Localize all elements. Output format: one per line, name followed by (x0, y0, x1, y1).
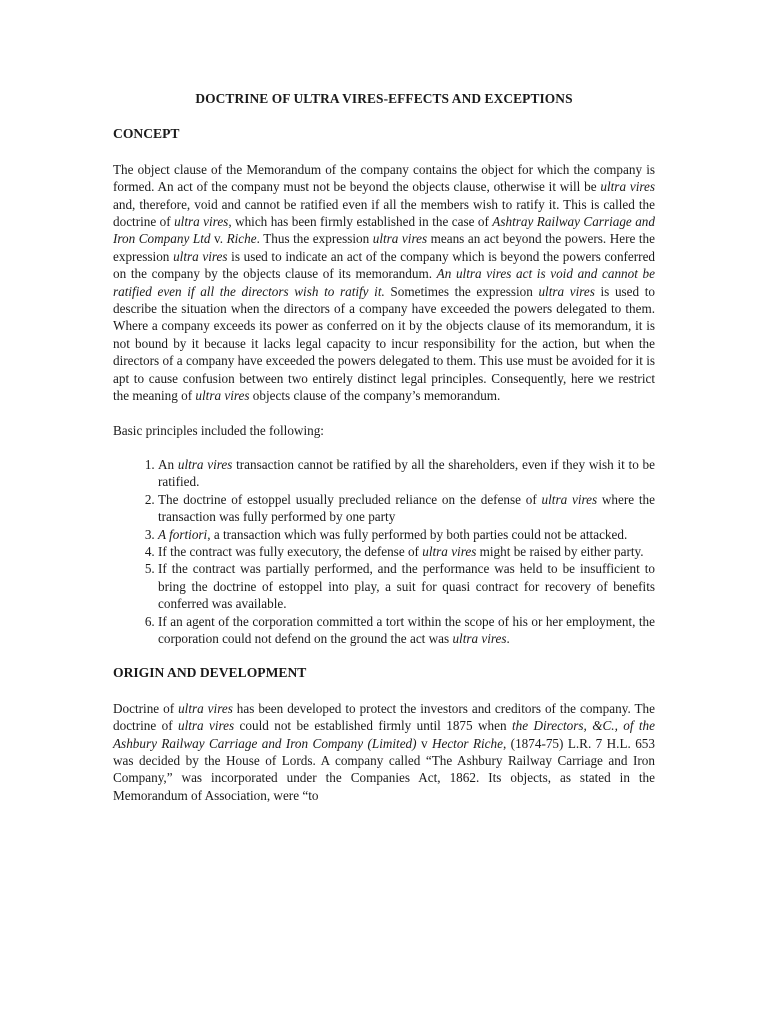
text-run: could not be established firmly until 1875 when (234, 718, 512, 734)
text-run: Sometimes the expression (384, 283, 539, 299)
text-run: is used to describe the situation when the directors of a company have exceeded the powers delegated to them. Where a company exceeds its power as conferred on it by the objects clause of its memorandum, it is not bound by it because it lacks legal capacity to incur responsibility for the action, but when the directors of a company have exceeded the powers delegated to them. This use must be avoided for it is apt to cause confusion between two entirely distinct legal principles. Consequently, here we restrict the meaning of (113, 283, 656, 404)
italic-text-run: An ultra vires act is void and cannot be ratified even if all the directors wish to ratify it. (113, 266, 655, 299)
principles-list (113, 456, 655, 647)
italic-text-run: ultra vires (600, 179, 655, 195)
italic-text-run: the Directors, &C., of the Ashbury Railway Carriage and Iron Company (Limited) (113, 718, 656, 751)
text-run: where the transaction was fully performed by one party (158, 491, 656, 525)
text-run: , (1874-75) L.R. 7 H.L. 653 was decided by the House of Lords. A company called “The Ashbury Railway Carriage and Iron Company,” was incorporated under the Companies Act, 1862. Its objects, as stated in the Memorandum of Association, were “to (113, 735, 655, 803)
italic-text-run: ultra vires (195, 388, 250, 404)
concept-paragraph (113, 161, 655, 405)
principle-item (158, 543, 655, 560)
text-run: might be raised by either party. (476, 543, 644, 559)
italic-text-run: ultra vires (452, 630, 507, 646)
document-title: DOCTRINE OF ULTRA VIRES-EFFECTS AND EXCEPTIONS (195, 91, 573, 106)
text-run: v. (210, 231, 227, 247)
document-body (113, 90, 655, 821)
italic-text-run: ultra vires (372, 231, 428, 247)
italic-text-run: Hector Riche (431, 735, 503, 751)
italic-text-run: ultra vires (178, 700, 233, 716)
principle-item (158, 491, 655, 526)
principle-item (158, 613, 655, 648)
italic-text-run: ultra vires (177, 456, 233, 472)
text-run: means an act beyond the powers. Here the expression (113, 231, 655, 264)
text-run: If an agent of the corporation committed a tort within the scope of his or her employment, the corporation could not defend on the ground the act was (158, 613, 655, 646)
text-run: has been developed to protect the investors and creditors of the company. The doctrine of (113, 700, 655, 734)
text-run: . (506, 630, 510, 646)
section-heading-concept: CONCEPT (113, 126, 180, 142)
text-run: . Thus the expression (256, 231, 373, 247)
italic-text-run: ultra vires (422, 543, 477, 559)
text-run: and, therefore, void and cannot be ratified even if all the members wish to ratify it. This is called the doctrine of (113, 196, 655, 230)
italic-text-run: ultra vires (538, 283, 595, 299)
text-run: Doctrine of (113, 700, 179, 716)
text-run: An (158, 456, 178, 472)
principle-item (158, 526, 655, 543)
italic-text-run: A fortiori (158, 526, 208, 542)
principle-item (158, 560, 655, 612)
text-run: objects clause of the company’s memorandum. (249, 388, 501, 404)
italic-text-run: ultra vires (177, 718, 235, 734)
origin-paragraph (113, 700, 655, 804)
italic-text-run: ultra vires (541, 491, 598, 507)
text-run: The doctrine of estoppel usually precluded reliance on the defense of (158, 491, 542, 507)
text-run: If the contract was partially performed, and the performance was held to be insufficient to bring the doctrine of estoppel into play, a suit for quasi contract for recovery of benefits conferred was available. (158, 561, 655, 612)
section-heading-origin: ORIGIN AND DEVELOPMENT (113, 665, 307, 681)
text-run: v (416, 735, 432, 751)
text-run: If the contract was fully executory, the defense of (158, 543, 423, 559)
text-run: , which has been firmly established in the case of (228, 214, 493, 230)
text-run: , a transaction which was fully performed by both parties could not be attacked. (207, 526, 628, 542)
principle-item (158, 456, 655, 491)
text-run: transaction cannot be ratified by all the shareholders, even if they wish it to be ratified. (158, 456, 655, 490)
italic-text-run: Riche (226, 231, 257, 247)
text-run: is used to indicate an act of the company which is beyond the powers conferred on the company by the objects clause of its memorandum. (113, 248, 656, 282)
italic-text-run: ultra vires (174, 214, 229, 230)
italic-text-run: ultra vires (173, 248, 228, 264)
principles-intro: Basic principles included the following: (113, 422, 324, 438)
text-run: The object clause of the Memorandum of the company contains the object for which the company is formed. An act of the company must not be beyond the objects clause, otherwise it will be (113, 161, 655, 195)
italic-text-run: Ashtray Railway Carriage and Iron Company Ltd (113, 214, 655, 247)
